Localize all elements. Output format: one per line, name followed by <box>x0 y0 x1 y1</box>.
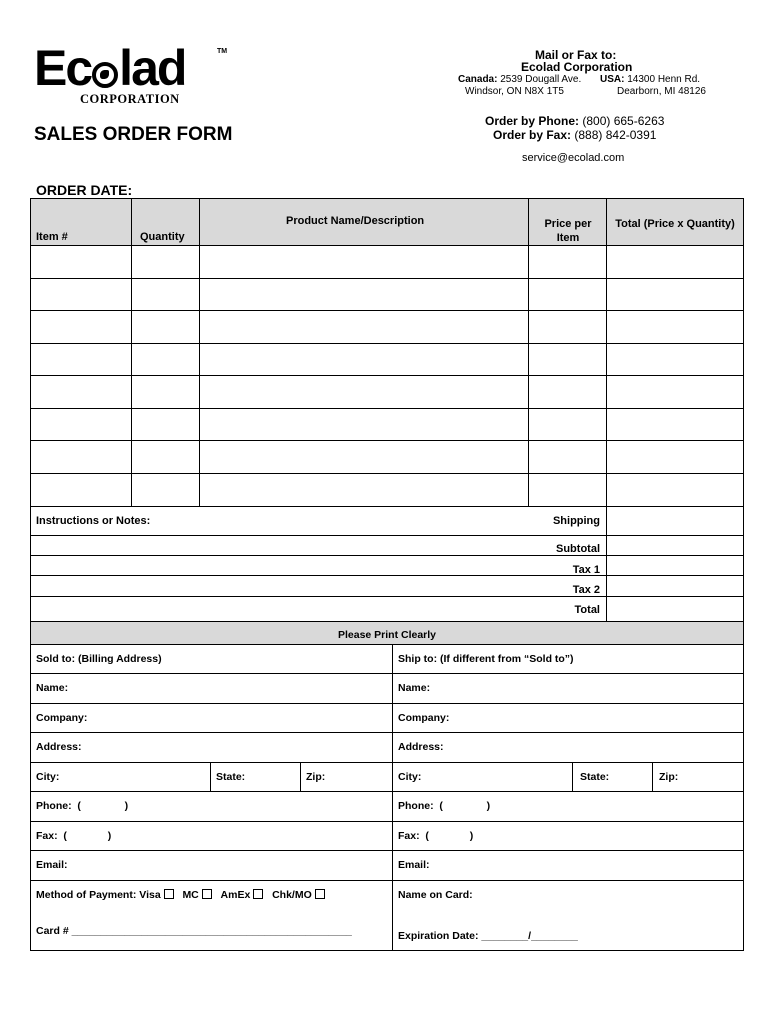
total-label: Total <box>574 604 600 616</box>
sold-phone-label: Phone: ( ) <box>36 800 129 812</box>
order-by-fax: Order by Fax: (888) 842-0391 <box>493 128 657 142</box>
chk-mo-checkbox[interactable] <box>315 889 325 899</box>
company-name: Ecolad Corporation <box>521 60 633 74</box>
ship-fax-label: Fax: ( ) <box>398 830 474 842</box>
mc-checkbox[interactable] <box>202 889 212 899</box>
ship-company-label: Company: <box>398 712 450 724</box>
globe-icon <box>92 62 118 88</box>
payment-method-row: Method of Payment: Visa MC AmEx Chk/MO <box>36 889 325 901</box>
mail-fax-label: Mail or Fax to: <box>535 48 617 62</box>
sold-city-label: City: <box>36 771 60 783</box>
ship-city-label: City: <box>398 771 422 783</box>
service-email: service@ecolad.com <box>522 152 625 164</box>
logo-corporation-text: CORPORATION <box>80 92 180 106</box>
usa-address-line1: USA: 14300 Henn Rd. <box>600 74 701 85</box>
sold-zip-label: Zip: <box>306 771 326 783</box>
expiration-date-field[interactable]: Expiration Date: ________/________ <box>398 930 578 942</box>
name-on-card-label: Name on Card: <box>398 889 473 901</box>
tax1-label: Tax 1 <box>572 564 600 576</box>
subtotal-label: Subtotal <box>556 543 600 555</box>
canada-address-line1: Canada: 2539 Dougall Ave. <box>458 74 582 85</box>
col-total: Total (Price x Quantity) <box>615 218 735 230</box>
print-clearly-label: Please Print Clearly <box>337 629 437 641</box>
col-item: Item # <box>36 231 68 243</box>
ship-zip-label: Zip: <box>659 771 679 783</box>
instructions-label: Instructions or Notes: <box>36 515 151 527</box>
ship-state-label: State: <box>580 771 610 783</box>
ship-to-heading: Ship to: (If different from “Sold to”) <box>398 653 574 665</box>
sold-email-label: Email: <box>36 859 68 871</box>
order-by-phone: Order by Phone: (800) 665-6263 <box>485 114 665 128</box>
col-description: Product Name/Description <box>286 215 425 227</box>
trademark: TM <box>217 48 228 55</box>
sold-name-label: Name: <box>36 682 69 694</box>
ship-phone-label: Phone: ( ) <box>398 800 491 812</box>
sold-address-label: Address: <box>36 741 82 753</box>
shipping-label: Shipping <box>552 515 600 527</box>
ecolad-logo: Ec lad TM CORPORATION <box>34 40 228 106</box>
canada-address-line2: Windsor, ON N8X 1T5 <box>465 86 564 97</box>
ship-email-label: Email: <box>398 859 430 871</box>
col-price: Price per Item <box>544 218 592 244</box>
usa-address-line2: Dearborn, MI 48126 <box>617 86 706 97</box>
order-date-label: ORDER DATE: <box>36 182 133 198</box>
card-number-field[interactable]: Card # ________________________________________________ <box>36 925 352 937</box>
amex-checkbox[interactable] <box>253 889 263 899</box>
sold-state-label: State: <box>216 771 246 783</box>
form-title: SALES ORDER FORM <box>34 124 233 145</box>
sold-company-label: Company: <box>36 712 88 724</box>
tax2-label: Tax 2 <box>572 584 600 596</box>
col-quantity: Quantity <box>140 231 185 243</box>
ship-address-label: Address: <box>398 741 444 753</box>
visa-checkbox[interactable] <box>164 889 174 899</box>
sold-to-heading: Sold to: (Billing Address) <box>36 653 162 665</box>
ship-name-label: Name: <box>398 682 431 694</box>
sold-fax-label: Fax: ( ) <box>36 830 112 842</box>
